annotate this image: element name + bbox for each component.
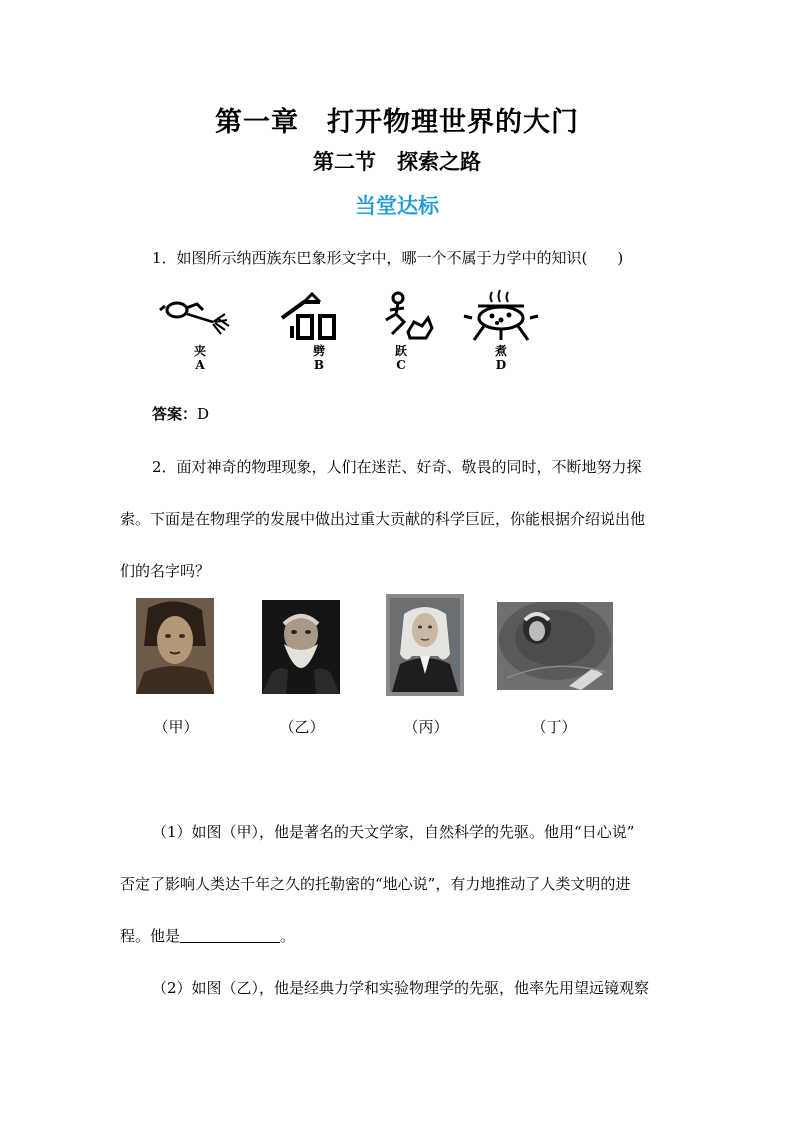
practice-label: 当堂达标 [355,193,439,218]
glyph-b-letter: B [313,358,325,372]
sub-question-1-tail: 。 [280,927,296,945]
section-title: 第二节 探索之路 [313,149,481,174]
glyph-c [356,288,446,372]
sub-question-1-lead: 程。他是 [120,927,181,945]
question-2-line-3: 们的名字吗？ [120,562,211,580]
sub-question-2-line-1: （2）如图（乙），他是经典力学和实验物理学的先驱，他率先用望远镜观察 [152,979,650,997]
split-glyph-icon [274,288,364,344]
answer-label: 答案： [152,405,198,423]
caption-ding: （丁） [531,718,577,736]
glyph-d-letter: D [495,358,507,372]
question-2-line-1: 2．面对神奇的物理现象，人们在迷茫、好奇、敬畏的同时，不断地努力探 [152,458,642,476]
portrait-yi [262,600,340,694]
glyph-c-letter: C [396,358,406,372]
glyph-d-char: 煮 [494,344,507,358]
glyph-a [155,288,245,372]
portrait-bing [386,594,464,696]
glyph-a-char: 夹 [193,344,206,358]
boil-glyph-icon [456,288,546,344]
leap-glyph-icon [356,288,446,344]
caption-jia: （甲） [153,718,199,736]
sub-question-1-line-3 [120,926,295,946]
glyph-c-char: 跃 [394,344,407,358]
answer-blank[interactable] [180,928,280,943]
glyph-a-letter: A [195,358,205,372]
answer-line [152,404,209,424]
answer-value: D [197,405,210,423]
question-2-line-2: 索。下面是在物理学的发展中做出过重大贡献的科学巨匠，你能根据介绍说出他 [120,510,646,528]
glyph-b-char: 劈 [312,344,325,358]
portrait-jia [136,598,214,694]
glyph-d [456,288,546,372]
chapter-title: 第一章 打开物理世界的大门 [215,107,579,138]
sub-question-1-line-1: （1）如图（甲），他是著名的天文学家，自然科学的先驱。他用“日心说” [152,823,635,841]
portrait-ding [497,602,613,690]
question-1-text: 1．如图所示纳西族东巴象形文字中，哪一个不属于力学中的知识( ) [152,249,624,267]
pinch-glyph-icon [155,288,245,344]
sub-question-1-line-2: 否定了影响人类达千年之久的托勒密的“地心说”，有力地推动了人类文明的进 [120,875,631,893]
caption-yi: （乙） [279,718,325,736]
caption-bing: （丙） [403,718,449,736]
glyph-b [274,288,364,372]
